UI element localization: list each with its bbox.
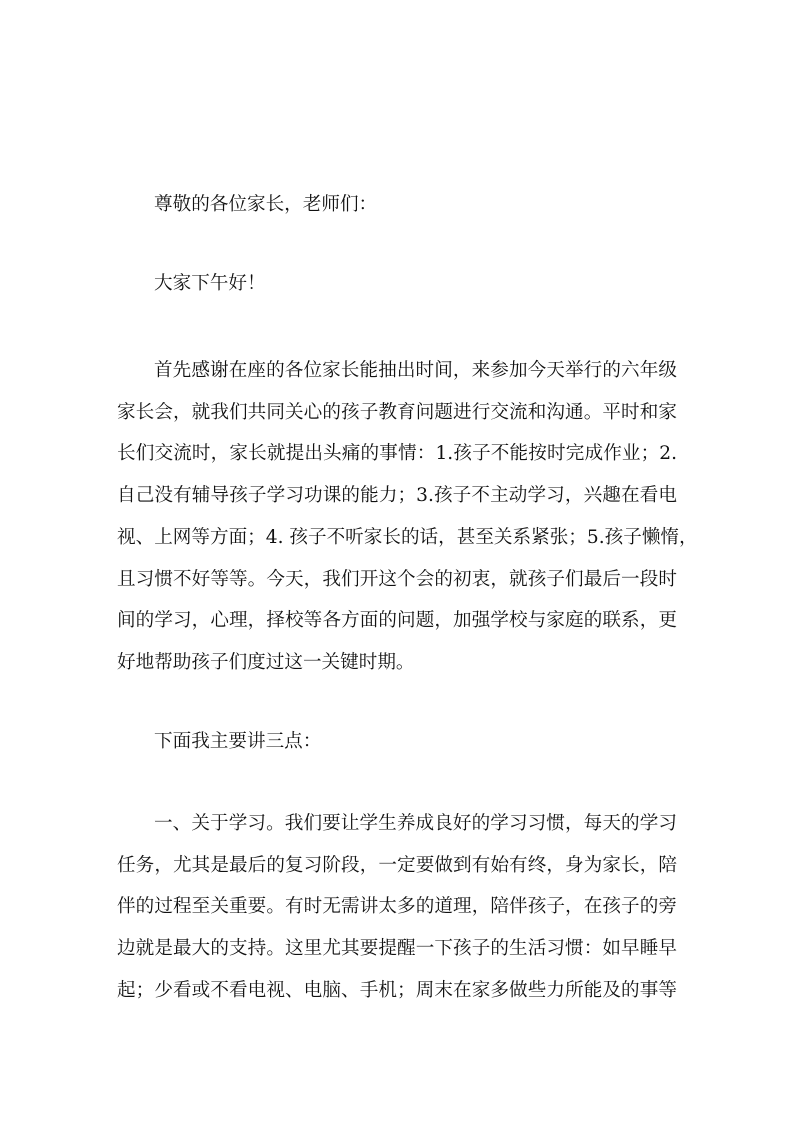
paragraph-line: 间的学习，心理，择校等各方面的问题，加强学校与家庭的联系，更 (117, 610, 677, 632)
paragraph-line: 起；少看或不看电视、电脑、手机；周末在家多做些力所能及的事等 (117, 979, 677, 1001)
paragraph-line: 自己没有辅导孩子学习功课的能力；3.孩子不主动学习，兴趣在看电 (117, 485, 677, 507)
paragraph-line: 视、上网等方面；4. 孩子不听家长的话，甚至关系紧张；5.孩子懒惰， (117, 526, 698, 548)
paragraph-line: 好地帮助孩子们度过这一关键时期。 (117, 651, 415, 673)
paragraph-line: 边就是最大的支持。这里尤其要提醒一下孩子的生活习惯：如早睡早 (117, 938, 677, 960)
paragraph-line: 任务，尤其是最后的复习阶段，一定要做到有始有终，身为家长，陪 (117, 854, 677, 876)
greeting: 大家下午好！ (154, 273, 266, 294)
intro-points: 下面我主要讲三点： (154, 731, 322, 752)
paragraph-line: 且习惯不好等等。今天，我们开这个会的初衷，就孩子们最后一段时 (117, 568, 677, 590)
paragraph-line: 伴的过程至关重要。有时无需讲太多的道理，陪伴孩子，在孩子的旁 (117, 896, 677, 918)
salutation: 尊敬的各位家长，老师们： (154, 194, 378, 215)
paragraph-line: 一、关于学习。我们要让学生养成良好的学习习惯，每天的学习 (154, 813, 677, 834)
paragraph-line: 家长会，就我们共同关心的孩子教育问题进行交流和沟通。平时和家 (117, 401, 677, 423)
paragraph-line: 长们交流时，家长就提出头痛的事情：1.孩子不能按时完成作业；2. (117, 443, 677, 465)
paragraph-line: 首先感谢在座的各位家长能抽出时间，来参加今天举行的六年级 (154, 360, 677, 381)
